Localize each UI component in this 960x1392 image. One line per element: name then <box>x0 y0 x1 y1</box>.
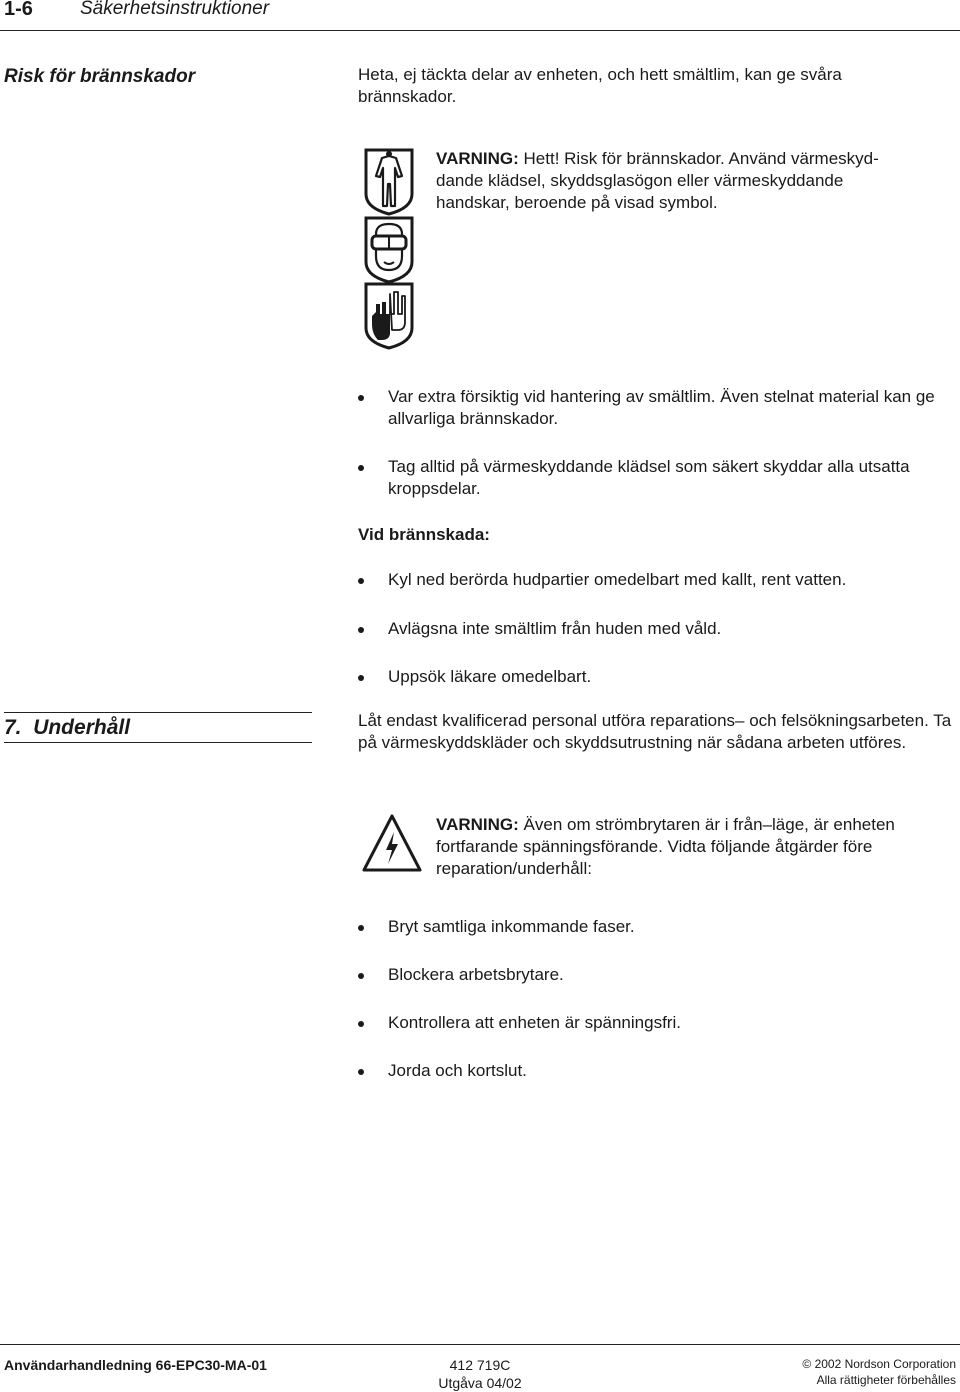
burn-warning <box>436 148 896 214</box>
section-heading: Underhåll <box>33 716 131 739</box>
safety-goggles-icon <box>360 212 418 284</box>
list-item: Uppsök läkare omedelbart. <box>358 666 958 688</box>
maintenance-intro: Låt endast kvalificerad personal utföra reparations– och felsökningsarbeten. Ta på värmeskyddskläder och skyddsutrustning när sådana arbeten utföres. <box>358 711 952 752</box>
high-voltage-icon <box>360 812 424 876</box>
list-item: Kyl ned berörda hudpartier omedelbart med kallt, rent vatten. <box>358 569 958 591</box>
bullet-icon <box>358 465 364 471</box>
heat-gloves-icon <box>360 278 418 350</box>
section-title: Säkerhetsinstruktioner <box>80 0 270 19</box>
list-item: Bryt samtliga inkommande faser. <box>358 916 958 938</box>
warning-text: Hett! Risk för brännskador. Använd värmeskyd-dande klädsel, skyddsglasögon eller värmeskyddande handskar, beroende på visad symbol. <box>436 149 879 212</box>
list-item: Blockera arbetsbrytare. <box>358 964 958 986</box>
bullet-icon <box>358 925 364 931</box>
warning-label: VARNING: <box>436 815 519 834</box>
burn-risk-intro: Heta, ej täckta delar av enheten, och hett smältlim, kan ge svåra brännskador. <box>358 65 842 106</box>
injury-heading: Vid brännskada: <box>358 525 490 544</box>
protective-suit-icon <box>360 144 418 216</box>
bullet-icon <box>358 395 364 401</box>
bullet-icon <box>358 973 364 979</box>
bullet-icon <box>358 675 364 681</box>
footer-rights: Alla rättigheter förbehålles <box>816 1373 956 1387</box>
bullet-icon <box>358 1021 364 1027</box>
section-rule-bottom <box>4 742 312 743</box>
footer-edition: Utgåva 04/02 <box>438 1375 522 1391</box>
list-item: Tag alltid på värmeskyddande klädsel som säkert skyddar alla utsatta kroppsdelar. <box>358 456 958 500</box>
maintenance-warning <box>436 814 946 880</box>
bullet-icon <box>358 627 364 633</box>
page-number: 1-6 <box>4 0 33 20</box>
bullet-icon <box>358 1069 364 1075</box>
maintenance-heading <box>4 716 130 740</box>
section-rule-top <box>4 712 312 713</box>
warning-label: VARNING: <box>436 149 519 168</box>
list-item: Var extra försiktig vid hantering av smältlim. Även stelnat material kan ge allvarliga brännskador. <box>358 386 958 430</box>
list-item: Jorda och kortslut. <box>358 1060 958 1082</box>
footer-doc-number: 412 719C <box>449 1357 511 1373</box>
burn-risk-heading: Risk för brännskador <box>4 66 196 87</box>
footer-divider <box>0 1344 960 1345</box>
bullet-icon <box>358 578 364 584</box>
footer-manual: Användarhandledning 66-EPC30-MA-01 <box>4 1357 267 1373</box>
list-item: Avlägsna inte smältlim från huden med våld. <box>358 618 958 640</box>
footer-copyright: © 2002 Nordson Corporation <box>802 1357 956 1371</box>
list-item: Kontrollera att enheten är spänningsfri. <box>358 1012 958 1034</box>
header-divider <box>0 30 960 31</box>
warning-text: Även om strömbrytaren är i från–läge, är enheten fortfarande spänningsförande. Vidta följande åtgärder före reparation/underhåll: <box>436 815 895 878</box>
section-number: 7. <box>4 716 22 739</box>
